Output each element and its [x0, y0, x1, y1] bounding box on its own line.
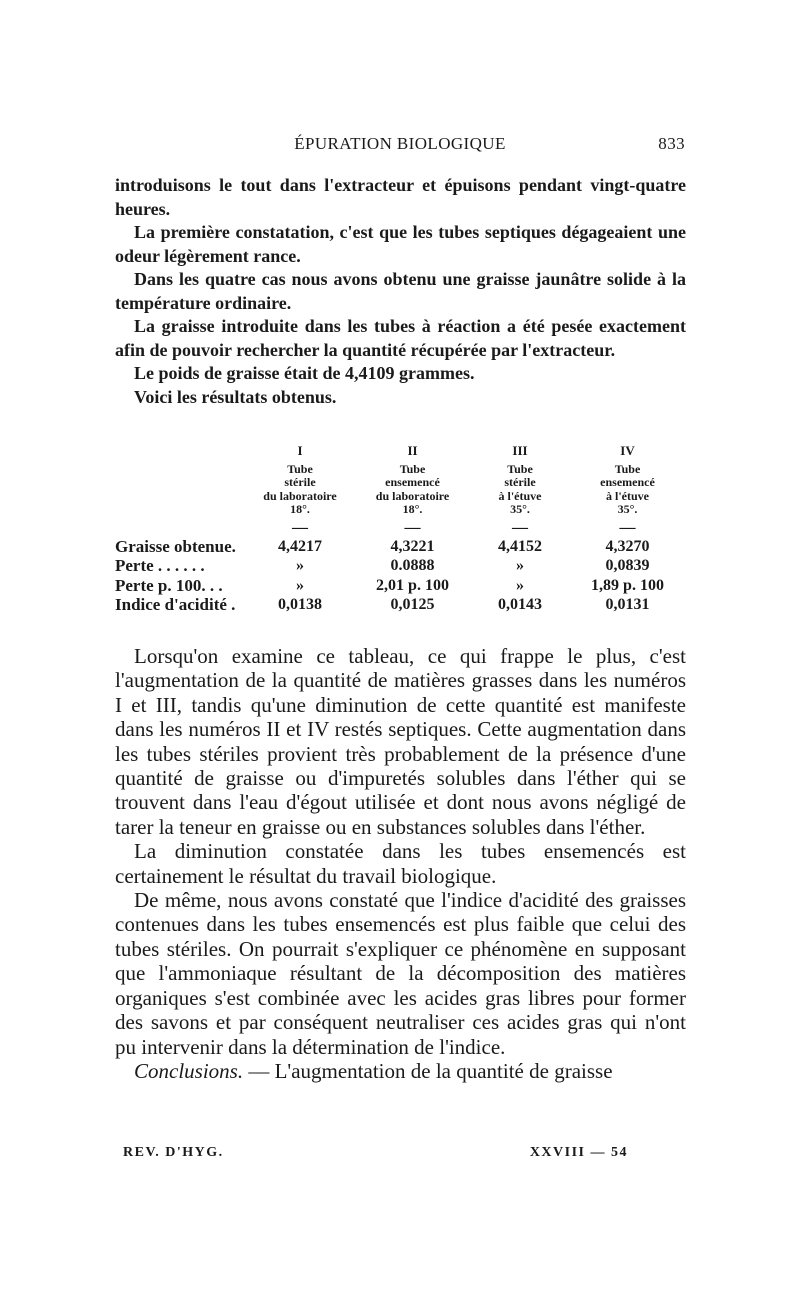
- journal-signature: REV. D'HYG.: [123, 1145, 224, 1160]
- column-line: ensemencé: [600, 475, 655, 489]
- table-cell: »: [516, 557, 524, 574]
- table-cell: »: [296, 576, 304, 594]
- column-header: [565, 444, 690, 521]
- conclusions-paragraph: [115, 1059, 686, 1083]
- column-number: IV: [620, 443, 635, 458]
- intro-paragraph: Dans les quatre cas nous avons obtenu une graisse jaunâtre solide à la température ordinaire.: [115, 269, 686, 313]
- volume-signature: XXVIII — 54: [529, 1145, 628, 1160]
- table-cell: 0,0143: [498, 596, 542, 613]
- column-line: stérile: [504, 475, 536, 489]
- table-cell: 0,0839: [605, 557, 650, 574]
- page-number: 833: [658, 134, 685, 153]
- dash-separator: —: [619, 518, 636, 536]
- table-cell: 0,0131: [605, 596, 650, 613]
- intro-paragraph: La graisse introduite dans les tubes à réaction a été pesée exactement afin de pouvoir rechercher la quantité récupérée par l'extracteur.: [115, 316, 686, 360]
- table-cell: 1,89 p. 100: [591, 576, 664, 594]
- dash-separator: —: [512, 518, 528, 536]
- table-cell: »: [296, 557, 304, 574]
- column-line: Tube: [287, 461, 313, 476]
- body-paragraph: Lorsqu'on examine ce tableau, ce qui frappe le plus, c'est l'augmentation de la quantité de matières grasses dans les numéros I et III, tandis qu'une diminution de cette quantité est manifeste dans les numéros II et IV restés septiques. Cette augmentation dans les tubes stériles provient très probablement de la présence d'une quantité de graisse ou d'impuretés solubles dans l'éther qui se trouvent dans l'eau d'égout utilisée et dont nous avons négligé de tarer la teneur en graisse ou en substances solubles dans l'éther.: [115, 644, 686, 839]
- body-paragraph: De même, nous avons constaté que l'indice d'acidité des graisses contenues dans les tubes ensemencés est plus faible que celui des tubes stériles. On pourrait s'expliquer ce phénomène en supposant que l'ammoniaque résultant de la décomposition des matières organiques s'est combinée avec les acides gras libres pour former des savons et par conséquent neutraliser ces acides gras qui n'ont pu intervenir dans la détermination de l'indice.: [115, 888, 686, 1059]
- table-stub-header: [115, 444, 250, 521]
- column-header: [250, 444, 350, 521]
- column-line: à l'étuve: [606, 488, 649, 503]
- table-cell: »: [516, 576, 524, 594]
- conclusions-heading: Conclusions.: [134, 1058, 244, 1083]
- intro-paragraph: Voici les résultats obtenus.: [134, 386, 337, 407]
- column-line: du laboratoire: [263, 488, 337, 503]
- intro-paragraph: introduisons le tout dans l'extracteur et épuisons pendant vingt-quatre heures.: [115, 175, 686, 219]
- column-line: à l'étuve: [498, 488, 542, 503]
- column-line: ensemencé: [385, 475, 440, 489]
- body-text: [115, 644, 686, 1083]
- table-cell: 2,01 p. 100: [376, 576, 449, 594]
- column-header: [475, 444, 565, 521]
- dash-separator: —: [404, 518, 421, 536]
- conclusions-text: — L'augmentation de la quantité de graisse: [243, 1058, 613, 1083]
- table-cell: 4,4152: [498, 537, 542, 555]
- table-header-row: [115, 444, 690, 521]
- table-row: [115, 595, 690, 615]
- table-cell: 0,0125: [390, 596, 435, 613]
- table-cell: 0.0888: [390, 557, 435, 574]
- table-cell: 0,0138: [278, 596, 322, 613]
- row-label: Graisse obtenue.: [115, 536, 236, 556]
- column-number: III: [512, 443, 528, 458]
- table-cell: 4,4217: [278, 537, 322, 555]
- dash-row: [115, 521, 690, 537]
- intro-text: [115, 174, 686, 409]
- dash-separator: —: [292, 518, 308, 536]
- row-label: Indice d'acidité .: [115, 595, 236, 614]
- column-line: 18°.: [290, 502, 310, 516]
- running-head: [115, 134, 685, 158]
- column-header: [350, 444, 475, 521]
- column-line: 35°.: [510, 502, 530, 516]
- column-line: stérile: [284, 475, 316, 489]
- body-paragraph: La diminution constatée dans les tubes ensemencés est certainement le résultat du travail biologique.: [115, 839, 686, 888]
- column-number: II: [407, 443, 418, 458]
- table-cell: [115, 521, 250, 537]
- column-number: I: [297, 443, 303, 458]
- running-title: ÉPURATION BIOLOGIQUE: [294, 134, 506, 153]
- column-line: Tube: [399, 461, 426, 476]
- column-line: 18°.: [402, 502, 423, 516]
- column-line: Tube: [507, 461, 533, 476]
- row-label: Perte p. 100. . .: [115, 575, 223, 595]
- column-line: 35°.: [617, 502, 638, 516]
- page-footer: [123, 1145, 628, 1165]
- table-row: [115, 576, 690, 596]
- column-line: Tube: [614, 461, 641, 476]
- table-row: [115, 537, 690, 557]
- table-cell: 4,3270: [605, 537, 650, 555]
- row-label: Perte . . . . . .: [115, 556, 205, 575]
- intro-paragraph: La première constatation, c'est que les tubes septiques dégageaient une odeur légèrement rance.: [115, 222, 686, 266]
- results-table: [115, 444, 690, 615]
- intro-paragraph: Le poids de graisse était de 4,4109 grammes.: [134, 363, 475, 383]
- column-line: du laboratoire: [375, 488, 450, 503]
- table-cell: 4,3221: [390, 537, 435, 555]
- table-row: [115, 556, 690, 576]
